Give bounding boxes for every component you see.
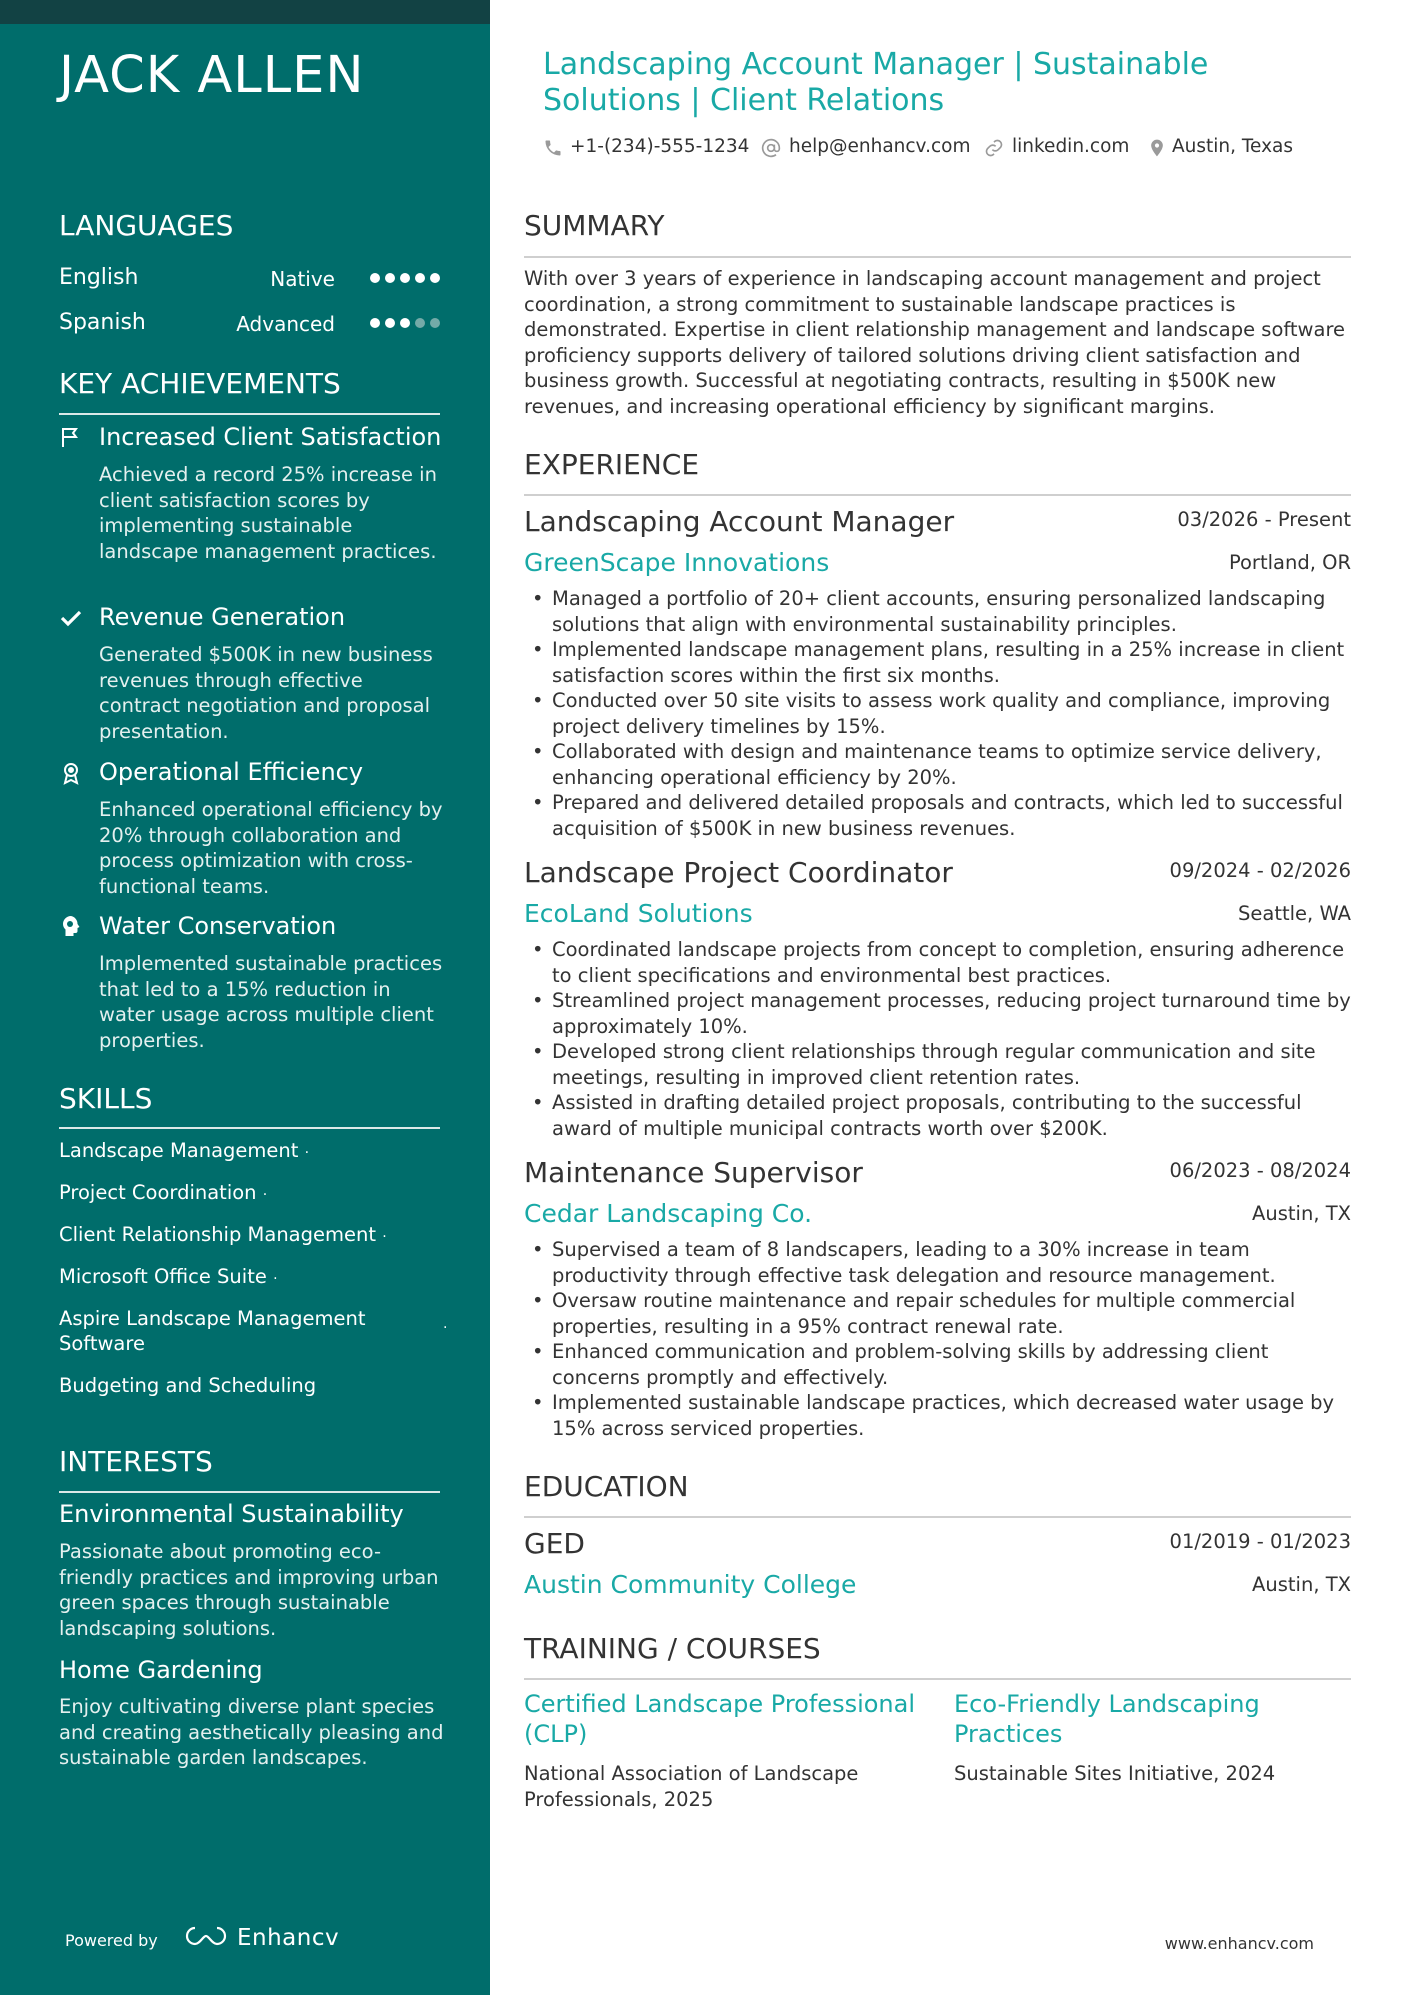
candidate-name: JACK ALLEN bbox=[59, 46, 365, 105]
language-level: Native bbox=[270, 267, 335, 291]
job-bullet: • Conducted over 50 site visits to assess work quality and compliance, improving project delivery timelines by 15%. bbox=[524, 688, 1354, 739]
skill-label: Aspire Landscape Management Software bbox=[59, 1307, 366, 1355]
proficiency-dot bbox=[385, 273, 395, 283]
link-icon bbox=[984, 138, 1004, 158]
job-bullet: • Implemented landscape management plans, resulting in a 25% increase in client satisfaction scores within the first six months. bbox=[524, 637, 1354, 688]
proficiency-dot bbox=[415, 273, 425, 283]
job-date: 06/2023 - 08/2024 bbox=[1169, 1159, 1351, 1182]
skill-label: Project Coordination bbox=[59, 1181, 257, 1204]
job-bullet: • Oversaw routine maintenance and repair schedules for multiple commercial properties, resulting in a 95% contract renewal rate. bbox=[524, 1288, 1354, 1339]
achievement-title: Revenue Generation bbox=[99, 603, 346, 631]
languages-title: LANGUAGES bbox=[59, 209, 234, 242]
check-icon bbox=[59, 606, 83, 630]
flag-icon bbox=[59, 425, 83, 449]
summary-text: With over 3 years of experience in landscaping account management and project coordination, a strong commitment to sustainable landscape practices is demonstrated. Expertise in client relationship management and landscape software proficiency supports delivery of tailored solutions driving client satisfaction and business growth. Successful at negotiating contracts, resulting in $500K new revenues, and increasing operational efficiency by significant margins. bbox=[524, 267, 1346, 418]
enhancv-brand-text: Enhancv bbox=[237, 1925, 340, 1951]
skill-item bbox=[59, 1373, 454, 1398]
language-name: Spanish bbox=[59, 310, 146, 335]
job-bullet: • Supervised a team of 8 landscapers, leading to a 30% increase in team productivity through effective task delegation and resource management. bbox=[524, 1237, 1354, 1288]
language-proficiency-dots bbox=[370, 318, 440, 328]
proficiency-dot bbox=[430, 273, 440, 283]
job-title: Landscaping Account Manager bbox=[524, 505, 955, 538]
proficiency-dot bbox=[430, 318, 440, 328]
job-bullets bbox=[524, 586, 1354, 841]
achievement-description: Generated $500K in new business revenues through effective contract negotiation and proposal presentation. bbox=[99, 643, 433, 743]
job-title: Landscape Project Coordinator bbox=[524, 856, 953, 889]
proficiency-dot bbox=[370, 273, 380, 283]
job-date: 03/2026 - Present bbox=[1177, 508, 1351, 531]
language-proficiency-dots bbox=[370, 273, 440, 283]
enhancv-logo[interactable] bbox=[183, 1924, 339, 1952]
job-location: Portland, OR bbox=[1228, 551, 1351, 574]
job-bullet: • Assisted in drafting detailed project proposals, contributing to the successful award of multiple municipal contracts worth over $200K. bbox=[524, 1090, 1354, 1141]
course-organization: National Association of Landscape Professionals, 2025 bbox=[524, 1762, 859, 1811]
job-location: Seattle, WA bbox=[1238, 902, 1351, 925]
section-divider bbox=[524, 494, 1351, 496]
skill-label: Client Relationship Management bbox=[59, 1223, 377, 1246]
language-row bbox=[59, 265, 440, 299]
sidebar-top-bar bbox=[0, 0, 490, 24]
location-pin-icon bbox=[1147, 138, 1167, 158]
sidebar bbox=[0, 0, 490, 1995]
job-date: 09/2024 - 02/2026 bbox=[1169, 859, 1351, 882]
contact-phone[interactable]: +1-(234)-555-1234 bbox=[570, 136, 750, 157]
contact-email[interactable]: help@enhancv.com bbox=[789, 136, 971, 157]
job-bullet: • Implemented sustainable landscape practices, which decreased water usage by 15% across serviced properties. bbox=[524, 1390, 1354, 1441]
job-bullet: • Coordinated landscape projects from concept to completion, ensuring adherence to client specifications and environmental best practices. bbox=[524, 937, 1354, 988]
job-company: EcoLand Solutions bbox=[524, 899, 753, 928]
skills-title: SKILLS bbox=[59, 1082, 153, 1115]
achievement-title: Operational Efficiency bbox=[99, 758, 364, 786]
language-name: English bbox=[59, 265, 139, 290]
skill-item: Project Coordination · bbox=[59, 1181, 268, 1204]
interest-description: Enjoy cultivating diverse plant species and creating aesthetically pleasing and sustainable garden landscapes. bbox=[59, 1695, 444, 1769]
main-content bbox=[490, 0, 1410, 1995]
skill-label: Microsoft Office Suite bbox=[59, 1265, 267, 1288]
education-degree: GED bbox=[524, 1527, 585, 1560]
language-level: Advanced bbox=[236, 312, 335, 336]
job-bullet: • Prepared and delivered detailed proposals and contracts, which led to successful acquisition of $500K in new business revenues. bbox=[524, 790, 1354, 841]
job-bullet: • Streamlined project management processes, reducing project turnaround time by approximately 10%. bbox=[524, 988, 1354, 1039]
interests-title: INTERESTS bbox=[59, 1445, 213, 1478]
key-achievements-title: KEY ACHIEVEMENTS bbox=[59, 367, 341, 400]
course-organization: Sustainable Sites Initiative, 2024 bbox=[954, 1762, 1276, 1785]
powered-by-label: Powered by bbox=[65, 1931, 158, 1950]
skill-label: Landscape Management bbox=[59, 1139, 299, 1162]
proficiency-dot bbox=[370, 318, 380, 328]
head-lightbulb-icon bbox=[59, 914, 83, 938]
job-title: Maintenance Supervisor bbox=[524, 1156, 863, 1189]
job-bullet: • Managed a portfolio of 20+ client accounts, ensuring personalized landscaping solutions that align with environmental sustainability principles. bbox=[524, 586, 1354, 637]
section-divider bbox=[59, 1127, 440, 1129]
skill-item: Microsoft Office Suite · bbox=[59, 1265, 278, 1288]
proficiency-dot bbox=[385, 318, 395, 328]
job-bullet: • Collaborated with design and maintenance teams to optimize service delivery, enhancing operational efficiency by 20%. bbox=[524, 739, 1354, 790]
section-divider bbox=[524, 1516, 1351, 1518]
achievement-description: Achieved a record 25% increase in client satisfaction scores by implementing sustainable landscape management practices. bbox=[99, 463, 437, 563]
job-bullets bbox=[524, 937, 1354, 1141]
achievement-title: Increased Client Satisfaction bbox=[99, 423, 442, 451]
job-company: Cedar Landscaping Co. bbox=[524, 1199, 813, 1228]
job-bullet: • Enhanced communication and problem-solving skills by addressing client concerns promptly and effectively. bbox=[524, 1339, 1354, 1390]
language-row bbox=[59, 310, 440, 344]
section-divider bbox=[59, 413, 440, 415]
summary-title: SUMMARY bbox=[524, 209, 665, 242]
achievement-description: Enhanced operational efficiency by 20% through collaboration and process optimization with cross-functional teams. bbox=[99, 798, 443, 898]
education-date: 01/2019 - 01/2023 bbox=[1169, 1530, 1351, 1553]
experience-title: EXPERIENCE bbox=[524, 448, 700, 481]
skill-item bbox=[59, 1306, 389, 1356]
section-divider bbox=[59, 1491, 440, 1493]
job-bullet: • Developed strong client relationships through regular communication and site meetings, resulting in improved client retention rates. bbox=[524, 1039, 1354, 1090]
at-sign-icon bbox=[761, 138, 781, 158]
section-divider bbox=[524, 1678, 1351, 1680]
skill-label: Budgeting and Scheduling bbox=[59, 1374, 317, 1397]
phone-icon bbox=[543, 138, 563, 158]
education-title: EDUCATION bbox=[524, 1470, 689, 1503]
contact-location: Austin, Texas bbox=[1172, 136, 1294, 157]
interest-description: Passionate about promoting eco-friendly practices and improving urban green spaces through sustainable landscaping solutions. bbox=[59, 1540, 439, 1640]
job-location: Austin, TX bbox=[1252, 1202, 1351, 1225]
job-company: GreenScape Innovations bbox=[524, 548, 830, 577]
medal-icon bbox=[59, 761, 83, 785]
contact-linkedin[interactable]: linkedin.com bbox=[1012, 136, 1130, 157]
course-title: Certified Landscape Professional (CLP) bbox=[524, 1690, 916, 1748]
proficiency-dot bbox=[400, 318, 410, 328]
achievement-description: Implemented sustainable practices that led to a 15% reduction in water usage across multiple client properties. bbox=[99, 952, 443, 1052]
course-title: Eco-Friendly Landscaping Practices bbox=[954, 1690, 1260, 1748]
proficiency-dot bbox=[415, 318, 425, 328]
proficiency-dot bbox=[400, 273, 410, 283]
headline: Landscaping Account Manager | Sustainable Solutions | Client Relations bbox=[543, 47, 1209, 118]
section-divider bbox=[524, 256, 1351, 258]
skill-item: Landscape Management · bbox=[59, 1139, 310, 1162]
achievement-title: Water Conservation bbox=[99, 912, 337, 940]
education-school: Austin Community College bbox=[524, 1570, 857, 1599]
skill-separator-dot: · bbox=[443, 1320, 448, 1336]
enhancv-logo-icon bbox=[183, 1924, 229, 1952]
job-bullets bbox=[524, 1237, 1354, 1441]
footer-url[interactable]: www.enhancv.com bbox=[1164, 1934, 1314, 1953]
skill-item: Client Relationship Management · bbox=[59, 1223, 387, 1246]
training-title: TRAINING / COURSES bbox=[524, 1632, 821, 1665]
interest-title: Environmental Sustainability bbox=[59, 1500, 404, 1528]
education-location: Austin, TX bbox=[1252, 1573, 1351, 1596]
interest-title: Home Gardening bbox=[59, 1656, 263, 1684]
